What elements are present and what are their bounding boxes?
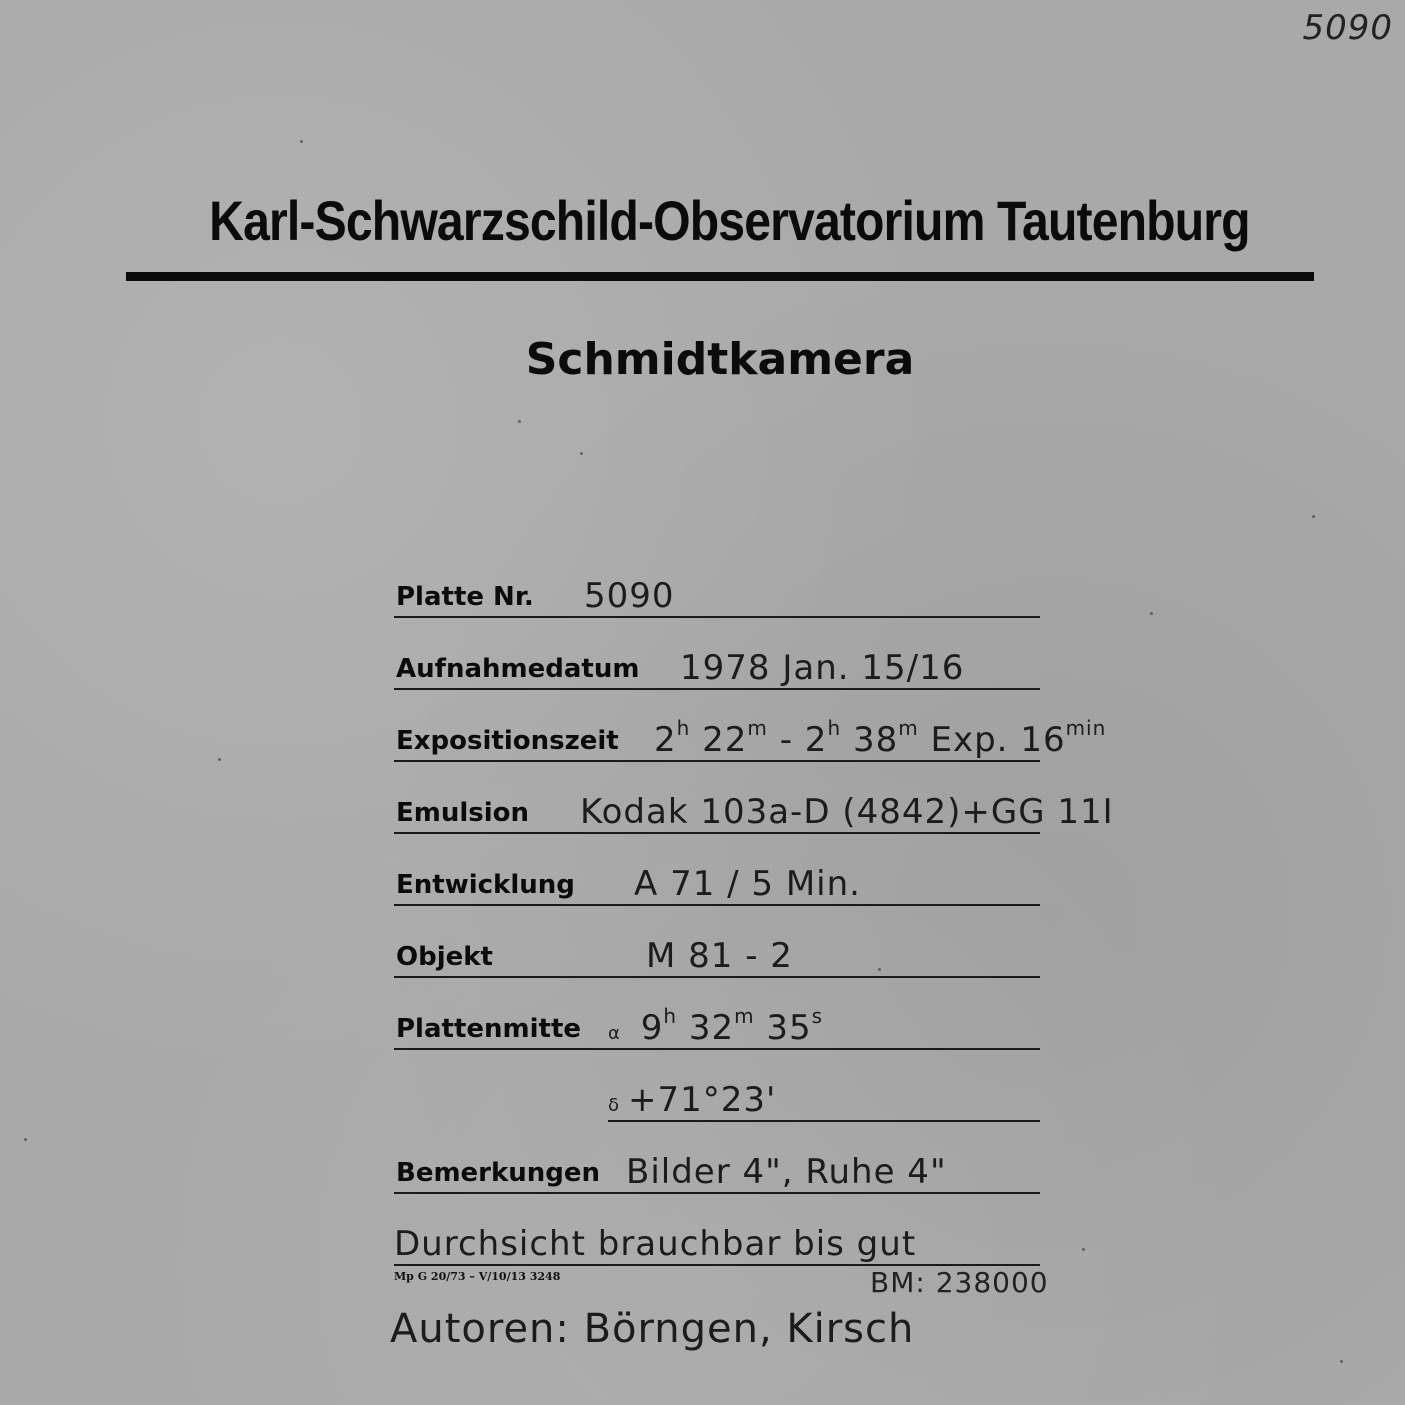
exp-label: Exp. — [930, 720, 1009, 760]
ra-hours: 9 — [640, 1008, 664, 1048]
delta-symbol: δ — [608, 1095, 621, 1116]
exp-end-hours: 2 — [804, 720, 828, 760]
field-aufnahmedatum — [394, 638, 1040, 690]
ra-minutes: 32 — [688, 1008, 735, 1048]
bm-number: BM: 238000 — [870, 1266, 1049, 1299]
exp-start-hours-unit: h — [676, 716, 691, 740]
field-plattenmitte-declination — [608, 1070, 1040, 1122]
exp-end-minutes-unit: m — [898, 716, 919, 740]
exp-start-hours: 2 — [654, 720, 677, 760]
paper-speck — [1150, 612, 1153, 615]
paper-speck — [580, 452, 583, 455]
field-value: A 71 / 5 Min. — [634, 864, 861, 904]
field-value: Bilder 4", Ruhe 4" — [626, 1152, 947, 1192]
field-value: Kodak 103a-D (4842)+GG 11I — [580, 792, 1114, 832]
paper-speck — [24, 1138, 27, 1141]
exp-start-minutes: 22 — [702, 720, 748, 760]
field-value: Durchsicht brauchbar bis gut — [394, 1224, 917, 1264]
field-label: Entwicklung — [396, 870, 575, 900]
field-value — [608, 1004, 824, 1048]
field-label: Platte Nr. — [396, 582, 534, 612]
authors-note: Autoren: Börngen, Kirsch — [390, 1306, 915, 1352]
field-bemerkungen — [394, 1142, 1040, 1194]
field-label: Objekt — [396, 942, 493, 972]
field-bemerkungen-line2 — [394, 1214, 1040, 1266]
field-value: 1978 Jan. 15/16 — [680, 648, 965, 688]
exp-duration: 16 — [1020, 720, 1066, 760]
field-label: Aufnahmedatum — [396, 654, 640, 684]
field-label: Emulsion — [396, 798, 530, 828]
ra-minutes-unit: m — [734, 1004, 755, 1028]
ra-seconds: 35 — [766, 1008, 812, 1048]
paper-speck — [1340, 1360, 1343, 1363]
field-plattenmitte — [394, 998, 1040, 1050]
title-underline — [126, 272, 1314, 281]
exp-start-minutes-unit: m — [747, 716, 768, 740]
declination: +71°23' — [628, 1080, 777, 1120]
field-emulsion — [394, 782, 1114, 834]
field-label: Plattenmitte — [396, 1014, 582, 1044]
field-entwicklung — [394, 854, 1040, 906]
field-value — [608, 1080, 776, 1120]
field-expositionszeit — [394, 710, 1107, 762]
field-label: Expositionszeit — [396, 726, 619, 756]
field-label: Bemerkungen — [396, 1158, 601, 1188]
paper-speck — [1082, 1248, 1085, 1251]
exp-end-minutes: 38 — [852, 720, 899, 760]
paper-speck — [218, 758, 221, 761]
exp-end-hours-unit: h — [827, 716, 842, 740]
field-value: M 81 - 2 — [646, 936, 793, 976]
field-platte-nr — [394, 566, 1040, 618]
camera-subtitle: Schmidtkamera — [525, 334, 915, 385]
institution-title: Karl-Schwarzschild-Observatorium Tautenburg — [209, 189, 1250, 252]
exp-separator: - — [779, 720, 793, 760]
corner-plate-number: 5090 — [1302, 8, 1393, 48]
paper-speck — [300, 140, 303, 143]
ra-hours-unit: h — [663, 1004, 678, 1028]
print-code: Mp G 20/73 – V/10/13 3248 — [394, 1270, 561, 1283]
ra-seconds-unit: s — [811, 1004, 824, 1028]
field-value — [654, 716, 1107, 760]
field-objekt — [394, 926, 1040, 978]
field-value: 5090 — [584, 576, 675, 616]
alpha-symbol: α — [608, 1023, 621, 1044]
paper-speck — [1312, 515, 1315, 518]
exp-duration-unit: min — [1065, 716, 1107, 740]
paper-speck — [518, 420, 521, 423]
